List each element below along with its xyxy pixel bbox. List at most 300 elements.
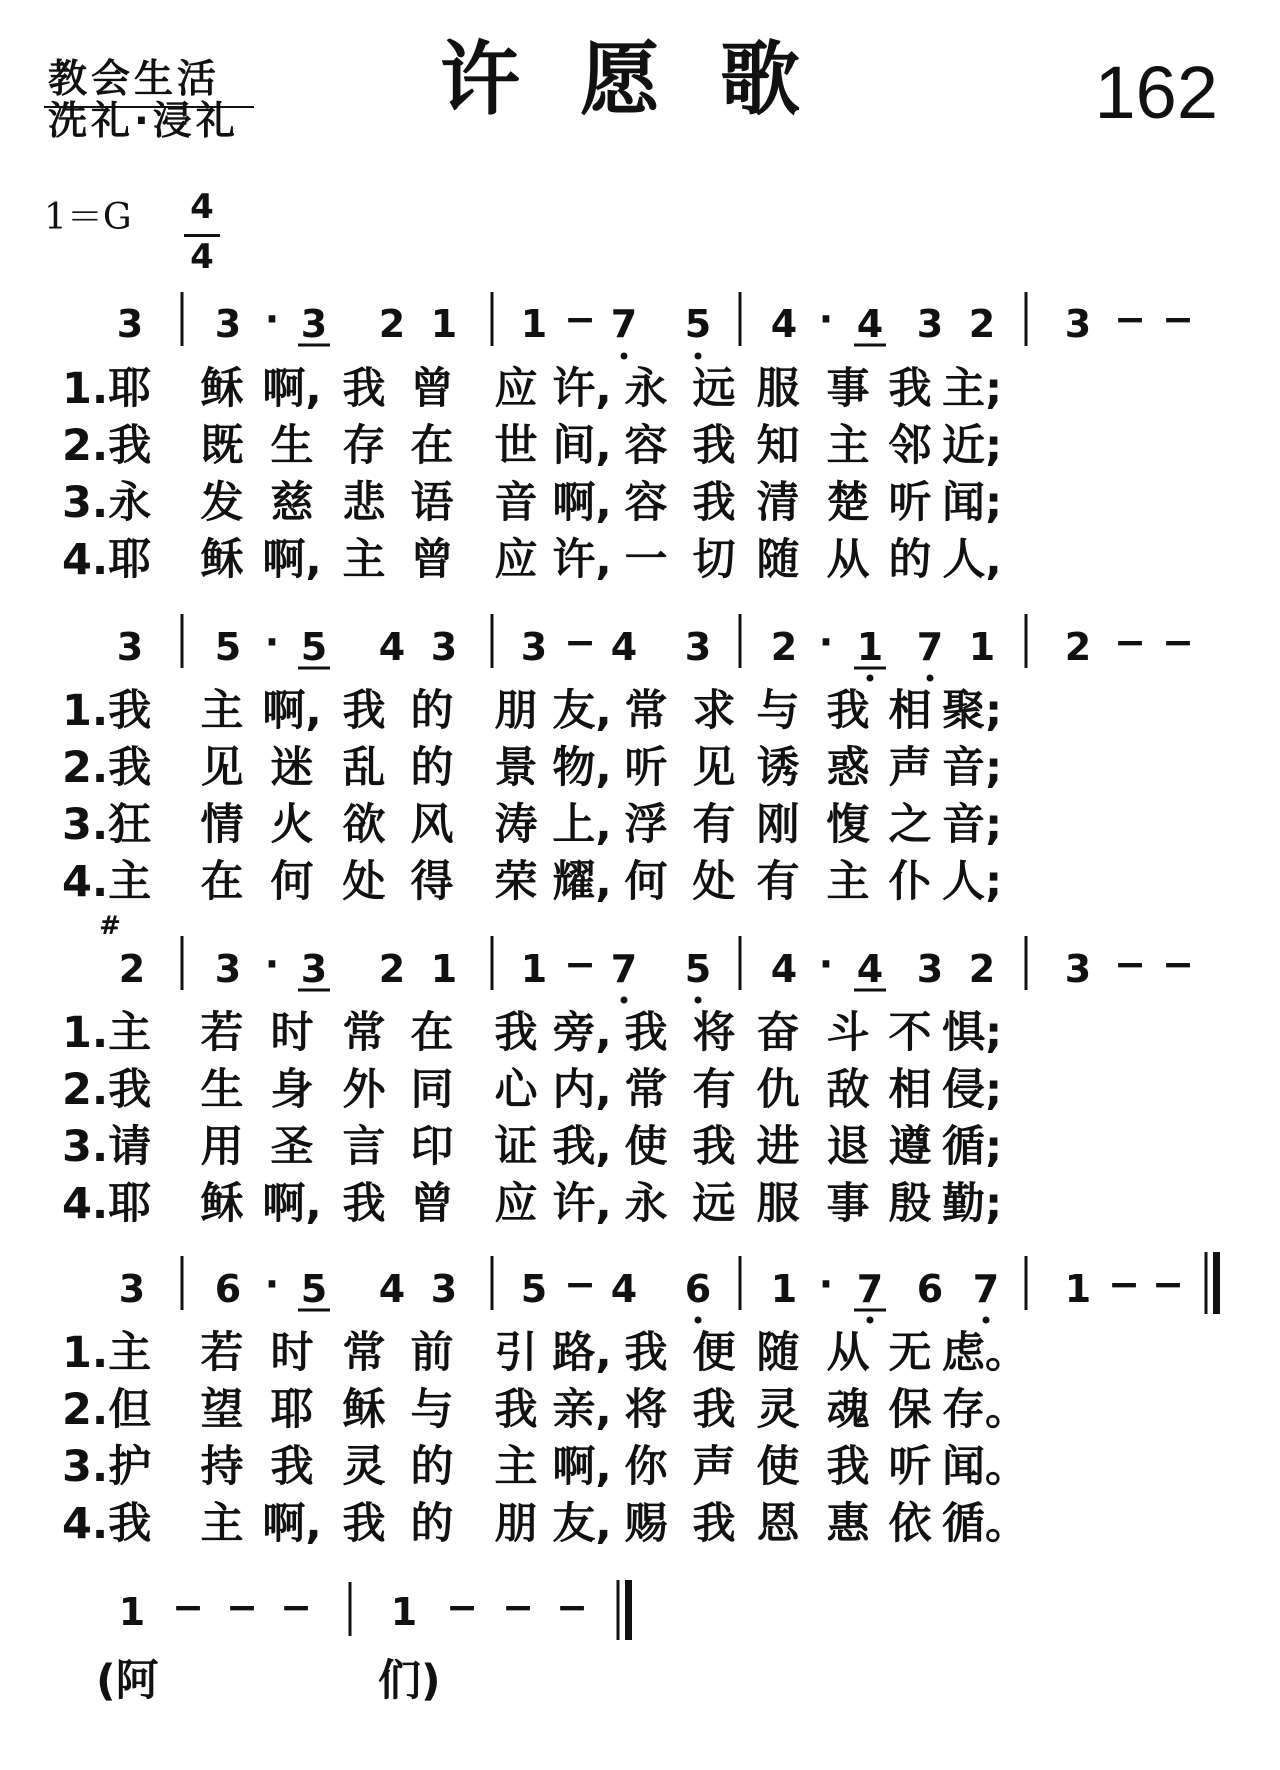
lyric-syllable: 我,	[552, 1122, 612, 1172]
lyric-syllable: 远	[692, 1179, 736, 1229]
amen-lyric-left: (阿	[96, 1656, 159, 1706]
lyric-syllable: 外	[342, 1065, 386, 1115]
svg-text:·: ·	[818, 620, 834, 664]
lyric-syllable: 在	[410, 421, 454, 471]
lyric-syllable: 我	[624, 1328, 668, 1378]
lyric-syllable: 恩	[756, 1499, 800, 1549]
lyric-syllable: 有	[692, 800, 736, 850]
lyric-syllable: 一	[624, 535, 668, 585]
svg-text:1: 1	[430, 302, 458, 346]
lyric-syllable: 浮	[624, 800, 668, 850]
lyric-syllable: 将	[692, 1008, 736, 1058]
lyric-syllable: 稣	[200, 364, 244, 414]
lyric-syllable: 1.耶	[62, 364, 152, 414]
lyric-syllable: 奋	[756, 1008, 800, 1058]
lyric-line-s1-v2	[62, 421, 1162, 471]
svg-text:−: −	[564, 1262, 596, 1306]
lyric-syllable: 我	[692, 421, 736, 471]
lyric-syllable: 乱	[342, 743, 386, 793]
lyric-syllable: 主	[200, 686, 244, 736]
lyric-syllable: 4.耶	[62, 535, 152, 585]
lyric-syllable: 远	[692, 364, 736, 414]
lyric-syllable: 切	[692, 535, 736, 585]
svg-text:−: −	[1162, 620, 1194, 664]
lyric-syllable: 人;	[942, 857, 1003, 907]
lyric-syllable: 常	[342, 1008, 386, 1058]
lyric-syllable: 1.主	[62, 1008, 152, 1058]
lyric-syllable: 处	[692, 857, 736, 907]
subcategory-label: 洗礼·浸礼	[48, 99, 239, 144]
lyric-syllable: 主	[494, 1442, 538, 1492]
lyric-syllable: 啊,	[262, 535, 322, 585]
svg-text:−: −	[1114, 942, 1146, 986]
lyric-syllable: 从	[826, 535, 870, 585]
lyric-line-s2-v3	[62, 800, 1162, 850]
lyric-line-s1-v4	[62, 535, 1162, 585]
svg-text:−: −	[1162, 297, 1194, 341]
svg-text:3: 3	[300, 302, 328, 346]
svg-text:6: 6	[684, 1267, 712, 1311]
svg-text:4: 4	[770, 302, 798, 346]
lyric-syllable: 殷	[888, 1179, 932, 1229]
lyric-syllable: 得	[410, 857, 454, 907]
lyric-syllable: 荣	[494, 857, 538, 907]
svg-text:3: 3	[116, 302, 144, 346]
lyric-syllable: 语	[410, 478, 454, 528]
svg-text:3: 3	[116, 625, 144, 669]
lyric-syllable: 永	[624, 1179, 668, 1229]
lyric-syllable: 音;	[942, 800, 1003, 850]
svg-text:3: 3	[520, 625, 548, 669]
lyric-syllable: 楚	[826, 478, 870, 528]
lyric-syllable: 我	[826, 1442, 870, 1492]
lyric-syllable: 2.我	[62, 421, 152, 471]
lyric-syllable: 随	[756, 535, 800, 585]
svg-text:2: 2	[770, 625, 798, 669]
lyric-syllable: 3.护	[62, 1442, 152, 1492]
lyric-syllable: 生	[200, 1065, 244, 1115]
lyric-syllable: 我	[692, 1499, 736, 1549]
svg-text:·: ·	[264, 1262, 280, 1306]
lyric-syllable: 求	[692, 686, 736, 736]
lyric-syllable: 我	[342, 686, 386, 736]
lyric-syllable: 相	[888, 686, 932, 736]
svg-text:3: 3	[430, 625, 458, 669]
lyric-syllable: 啊,	[262, 1179, 322, 1229]
lyric-syllable: 风	[410, 800, 454, 850]
lyric-syllable: 主	[826, 857, 870, 907]
svg-text:6: 6	[916, 1267, 944, 1311]
lyric-syllable: 上,	[552, 800, 612, 850]
svg-text:2: 2	[118, 947, 146, 991]
lyric-syllable: 虑。	[942, 1328, 1028, 1378]
lyric-syllable: 的	[410, 743, 454, 793]
svg-text:7: 7	[916, 625, 944, 669]
svg-text:5: 5	[300, 625, 328, 669]
lyric-syllable: 间,	[552, 421, 612, 471]
svg-text:4: 4	[378, 625, 406, 669]
lyric-syllable: 稣	[342, 1385, 386, 1435]
lyric-syllable: 望	[200, 1385, 244, 1435]
svg-text:2: 2	[378, 302, 406, 346]
svg-text:3: 3	[118, 1267, 146, 1311]
lyric-line-s2-v1	[62, 686, 1162, 736]
lyric-syllable: 近;	[942, 421, 1003, 471]
svg-text:3: 3	[214, 302, 242, 346]
lyric-syllable: 人,	[942, 535, 1002, 585]
lyric-syllable: 循。	[942, 1499, 1028, 1549]
lyric-syllable: 听	[624, 743, 668, 793]
lyric-syllable: 旁,	[552, 1008, 612, 1058]
lyric-syllable: 不	[888, 1008, 932, 1058]
lyric-syllable: 物,	[552, 743, 612, 793]
svg-text:3: 3	[1064, 302, 1092, 346]
lyric-syllable: 2.我	[62, 743, 152, 793]
lyric-syllable: 圣	[270, 1122, 314, 1172]
svg-text:7: 7	[610, 947, 638, 991]
lyric-syllable: 存。	[942, 1385, 1028, 1435]
lyric-syllable: 惑	[826, 743, 870, 793]
lyric-syllable: 我	[342, 1179, 386, 1229]
svg-text:·: ·	[264, 942, 280, 986]
lyric-syllable: 惠	[826, 1499, 870, 1549]
lyric-syllable: 声	[692, 1442, 736, 1492]
lyric-line-s3-v3	[62, 1122, 1162, 1172]
svg-text:5: 5	[214, 625, 242, 669]
lyric-syllable: 主;	[942, 364, 1003, 414]
notation-system-1	[117, 292, 1194, 360]
lyric-syllable: 我	[692, 478, 736, 528]
lyric-syllable: 存	[342, 421, 386, 471]
svg-text:1: 1	[770, 1267, 798, 1311]
lyric-syllable: 啊,	[552, 478, 612, 528]
lyric-syllable: 的	[888, 535, 932, 585]
lyric-syllable: 之	[888, 800, 932, 850]
lyric-syllable: 循;	[942, 1122, 1003, 1172]
lyric-syllable: 友,	[552, 686, 612, 736]
svg-text:−: −	[1152, 1262, 1184, 1306]
lyric-syllable: 何	[270, 857, 314, 907]
svg-text:·: ·	[818, 1262, 834, 1306]
lyric-syllable: 的	[410, 1442, 454, 1492]
svg-text:4: 4	[856, 947, 884, 991]
lyric-syllable: 3.请	[62, 1122, 152, 1172]
time-signature-top: 4	[190, 187, 214, 227]
svg-text:−: −	[446, 1585, 478, 1629]
lyric-syllable: 声	[888, 743, 932, 793]
lyric-syllable: 主	[826, 421, 870, 471]
lyric-syllable: 路,	[552, 1328, 612, 1378]
svg-text:5: 5	[684, 947, 712, 991]
svg-text:1: 1	[1064, 1267, 1092, 1311]
svg-text:3: 3	[300, 947, 328, 991]
lyric-syllable: 生	[270, 421, 314, 471]
svg-text:3: 3	[684, 625, 712, 669]
lyric-syllable: 主	[200, 1499, 244, 1549]
lyric-syllable: 1.我	[62, 686, 152, 736]
lyric-syllable: 若	[200, 1328, 244, 1378]
lyric-syllable: 依	[888, 1499, 932, 1549]
lyric-syllable: 我	[692, 1385, 736, 1435]
lyric-syllable: 聚;	[942, 686, 1003, 736]
lyric-syllable: 处	[342, 857, 386, 907]
svg-text:4: 4	[378, 1267, 406, 1311]
lyric-line-s4-v4	[62, 1499, 1162, 1549]
svg-text:1: 1	[118, 1590, 146, 1634]
lyric-syllable: 啊,	[552, 1442, 612, 1492]
lyric-syllable: 进	[756, 1122, 800, 1172]
lyric-syllable: 1.主	[62, 1328, 152, 1378]
lyric-syllable: 迷	[270, 743, 314, 793]
lyric-syllable: 无	[888, 1328, 932, 1378]
svg-text:7: 7	[972, 1267, 1000, 1311]
lyric-syllable: 证	[494, 1122, 538, 1172]
lyric-syllable: 稣	[200, 535, 244, 585]
svg-text:#: #	[99, 911, 121, 941]
lyric-syllable: 勤;	[942, 1179, 1003, 1229]
lyric-syllable: 侵;	[942, 1065, 1003, 1115]
svg-text:4: 4	[610, 1267, 638, 1311]
lyric-syllable: 许,	[552, 364, 612, 414]
lyric-syllable: 稣	[200, 1179, 244, 1229]
lyric-syllable: 仇	[756, 1065, 800, 1115]
svg-text:−: −	[564, 942, 596, 986]
hymn-title: 许愿歌	[440, 33, 860, 126]
svg-text:1: 1	[856, 625, 884, 669]
time-signature-bottom: 4	[190, 237, 214, 277]
lyric-syllable: 亲,	[552, 1385, 612, 1435]
lyric-syllable: 常	[342, 1328, 386, 1378]
svg-text:5: 5	[300, 1267, 328, 1311]
lyric-syllable: 朋	[494, 686, 538, 736]
lyric-line-s1-v3	[62, 478, 1162, 528]
lyric-syllable: 3.狂	[62, 800, 152, 850]
lyric-syllable: 曾	[410, 1179, 454, 1229]
svg-text:4: 4	[610, 625, 638, 669]
lyric-syllable: 我	[624, 1008, 668, 1058]
lyric-syllable: 保	[888, 1385, 932, 1435]
lyric-syllable: 火	[270, 800, 314, 850]
lyric-syllable: 诱	[756, 743, 800, 793]
svg-text:−: −	[1162, 942, 1194, 986]
lyric-syllable: 的	[410, 1499, 454, 1549]
lyric-syllable: 我	[342, 1499, 386, 1549]
lyric-syllable: 耀,	[552, 857, 612, 907]
lyric-syllable: 事	[826, 1179, 870, 1229]
svg-text:1: 1	[968, 625, 996, 669]
lyric-line-s3-v1	[62, 1008, 1162, 1058]
lyric-syllable: 你	[624, 1442, 668, 1492]
lyric-syllable: 退	[826, 1122, 870, 1172]
lyric-syllable: 许,	[552, 535, 612, 585]
svg-text:−: −	[172, 1585, 204, 1629]
lyric-syllable: 我	[826, 686, 870, 736]
lyric-syllable: 同	[410, 1065, 454, 1115]
lyric-syllable: 悲	[342, 478, 386, 528]
lyric-syllable: 在	[200, 857, 244, 907]
lyric-syllable: 相	[888, 1065, 932, 1115]
lyric-syllable: 慈	[270, 478, 314, 528]
svg-text:5: 5	[520, 1267, 548, 1311]
svg-text:−: −	[1108, 1262, 1140, 1306]
lyric-syllable: 服	[756, 364, 800, 414]
lyric-syllable: 若	[200, 1008, 244, 1058]
category-label: 教会生活	[48, 57, 221, 102]
lyric-syllable: 应	[494, 535, 538, 585]
lyric-syllable: 常	[624, 686, 668, 736]
svg-text:6: 6	[214, 1267, 242, 1311]
lyric-line-s4-v3	[62, 1442, 1162, 1492]
lyric-syllable: 听	[888, 1442, 932, 1492]
lyric-syllable: 时	[270, 1328, 314, 1378]
lyric-syllable: 应	[494, 364, 538, 414]
svg-text:3: 3	[1064, 947, 1092, 991]
notation-system-4	[119, 1252, 1220, 1324]
lyric-syllable: 刚	[756, 800, 800, 850]
svg-text:7: 7	[610, 302, 638, 346]
svg-text:1: 1	[390, 1590, 418, 1634]
lyric-syllable: 我	[270, 1442, 314, 1492]
lyric-syllable: 内,	[552, 1065, 612, 1115]
svg-text:1: 1	[520, 302, 548, 346]
lyric-syllable: 前	[410, 1328, 454, 1378]
lyric-syllable: 应	[494, 1179, 538, 1229]
lyric-line-s3-v4	[62, 1179, 1162, 1229]
lyric-syllable: 言	[342, 1122, 386, 1172]
lyric-syllable: 斗	[826, 1008, 870, 1058]
lyric-syllable: 赐	[624, 1499, 668, 1549]
lyric-syllable: 啊,	[262, 364, 322, 414]
lyric-syllable: 4.主	[62, 857, 152, 907]
svg-text:·: ·	[818, 942, 834, 986]
lyric-syllable: 涛	[494, 800, 538, 850]
lyric-syllable: 许,	[552, 1179, 612, 1229]
svg-text:2: 2	[378, 947, 406, 991]
lyric-syllable: 朋	[494, 1499, 538, 1549]
svg-text:4: 4	[770, 947, 798, 991]
notation-system-3	[99, 911, 1194, 1004]
lyric-syllable: 在	[410, 1008, 454, 1058]
svg-text:3: 3	[916, 947, 944, 991]
lyric-syllable: 清	[756, 478, 800, 528]
lyric-syllable: 2.我	[62, 1065, 152, 1115]
lyric-syllable: 有	[756, 857, 800, 907]
lyric-line-s3-v2	[62, 1065, 1162, 1115]
lyric-syllable: 我	[888, 364, 932, 414]
notation-coda	[119, 1580, 632, 1640]
lyric-syllable: 随	[756, 1328, 800, 1378]
lyric-syllable: 闻;	[942, 478, 1003, 528]
lyric-syllable: 的	[410, 686, 454, 736]
lyric-syllable: 遵	[888, 1122, 932, 1172]
lyric-syllable: 敌	[826, 1065, 870, 1115]
lyric-syllable: 见	[200, 743, 244, 793]
lyric-syllable: 啊,	[262, 686, 322, 736]
lyric-syllable: 曾	[410, 535, 454, 585]
lyric-syllable: 我	[342, 364, 386, 414]
lyric-syllable: 灵	[756, 1385, 800, 1435]
lyric-syllable: 仆	[888, 857, 932, 907]
lyric-syllable: 发	[200, 478, 244, 528]
lyric-line-s1-v1	[62, 364, 1162, 414]
lyric-syllable: 何	[624, 857, 668, 907]
lyric-syllable: 欲	[342, 800, 386, 850]
svg-text:·: ·	[818, 297, 834, 341]
svg-text:3: 3	[430, 1267, 458, 1311]
svg-text:−: −	[1114, 620, 1146, 664]
lyric-syllable: 知	[756, 421, 800, 471]
lyric-syllable: 友,	[552, 1499, 612, 1549]
svg-text:1: 1	[430, 947, 458, 991]
lyric-syllable: 耶	[270, 1385, 314, 1435]
svg-text:2: 2	[1064, 625, 1092, 669]
lyric-syllable: 使	[624, 1122, 668, 1172]
lyric-syllable: 4.我	[62, 1499, 152, 1549]
svg-text:−: −	[280, 1585, 312, 1629]
amen-lyric-right: 们)	[378, 1656, 441, 1706]
svg-text:3: 3	[916, 302, 944, 346]
lyric-syllable: 永	[624, 364, 668, 414]
lyric-syllable: 情	[200, 800, 244, 850]
lyric-line-s2-v4	[62, 857, 1162, 907]
lyric-syllable: 我	[692, 1122, 736, 1172]
lyric-syllable: 印	[410, 1122, 454, 1172]
lyric-line-s4-v1	[62, 1328, 1162, 1378]
svg-text:4: 4	[856, 302, 884, 346]
svg-text:−: −	[556, 1585, 588, 1629]
lyric-syllable: 有	[692, 1065, 736, 1115]
svg-text:2: 2	[968, 947, 996, 991]
svg-text:·: ·	[264, 297, 280, 341]
key-signature: 1＝G	[44, 197, 132, 238]
svg-text:·: ·	[264, 620, 280, 664]
lyric-syllable: 愎	[826, 800, 870, 850]
lyric-syllable: 邻	[888, 421, 932, 471]
lyric-syllable: 魂	[826, 1385, 870, 1435]
lyric-syllable: 主	[342, 535, 386, 585]
svg-text:−: −	[564, 620, 596, 664]
lyric-syllable: 4.耶	[62, 1179, 152, 1229]
lyric-syllable: 景	[494, 743, 538, 793]
lyric-syllable: 惧;	[942, 1008, 1003, 1058]
svg-text:2: 2	[968, 302, 996, 346]
lyric-syllable: 3.永	[62, 478, 152, 528]
lyric-syllable: 引	[494, 1328, 538, 1378]
svg-text:3: 3	[214, 947, 242, 991]
svg-text:−: −	[564, 297, 596, 341]
lyric-syllable: 使	[756, 1442, 800, 1492]
lyric-syllable: 世	[494, 421, 538, 471]
lyric-syllable: 我	[494, 1385, 538, 1435]
lyric-syllable: 事	[826, 364, 870, 414]
lyric-syllable: 时	[270, 1008, 314, 1058]
lyric-syllable: 与	[410, 1385, 454, 1435]
hymn-number: 162	[1094, 51, 1218, 134]
lyric-syllable: 容	[624, 478, 668, 528]
svg-text:5: 5	[684, 302, 712, 346]
lyric-syllable: 啊,	[262, 1499, 322, 1549]
svg-text:−: −	[226, 1585, 258, 1629]
lyric-syllable: 容	[624, 421, 668, 471]
lyric-syllable: 闻。	[942, 1442, 1028, 1492]
lyric-syllable: 音;	[942, 743, 1003, 793]
svg-text:7: 7	[856, 1267, 884, 1311]
lyric-syllable: 便	[692, 1328, 736, 1378]
lyric-syllable: 与	[756, 686, 800, 736]
svg-text:−: −	[1114, 297, 1146, 341]
lyric-syllable: 我	[494, 1008, 538, 1058]
lyric-syllable: 持	[200, 1442, 244, 1492]
